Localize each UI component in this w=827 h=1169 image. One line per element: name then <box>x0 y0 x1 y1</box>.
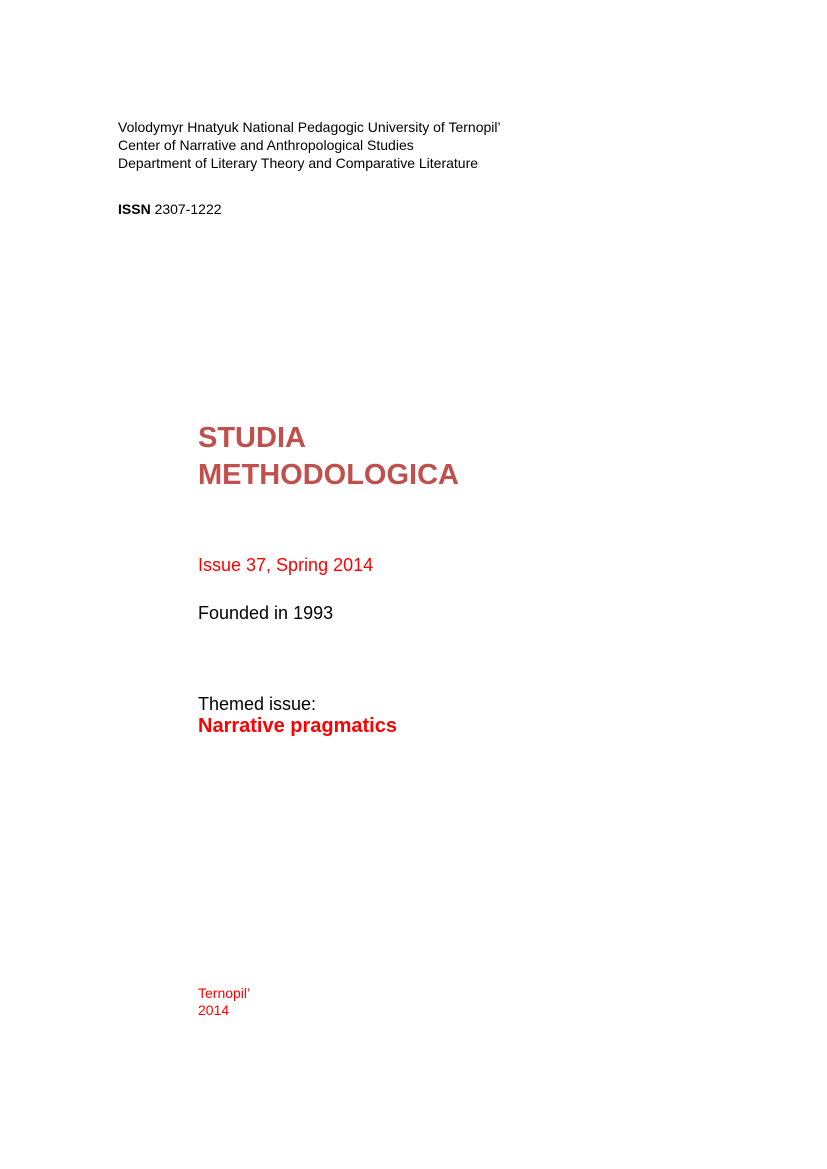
themed-issue-title: Narrative pragmatics <box>198 715 397 737</box>
institution-block <box>118 118 501 172</box>
journal-title <box>198 420 459 494</box>
imprint <box>198 985 250 1019</box>
university-name: Volodymyr Hnatyuk National Pedagogic University of Ternopil’ <box>118 119 501 135</box>
issue-info: Issue 37, Spring 2014 <box>198 555 374 575</box>
issn-line <box>118 200 222 218</box>
imprint-city: Ternopil’ <box>198 985 251 1001</box>
imprint-year: 2014 <box>198 1002 230 1018</box>
journal-title-line-1: STUDIA <box>198 422 306 454</box>
issn-label: ISSN <box>118 201 151 217</box>
center-name: Center of Narrative and Anthropological Studies <box>118 137 414 153</box>
department-name: Department of Literary Theory and Comparative Literature <box>118 155 479 171</box>
issn-value: 2307-1222 <box>154 201 222 217</box>
themed-issue-label: Themed issue: <box>198 694 317 714</box>
founded-info: Founded in 1993 <box>198 603 334 623</box>
journal-title-line-2: METHODOLOGICA <box>198 459 459 491</box>
